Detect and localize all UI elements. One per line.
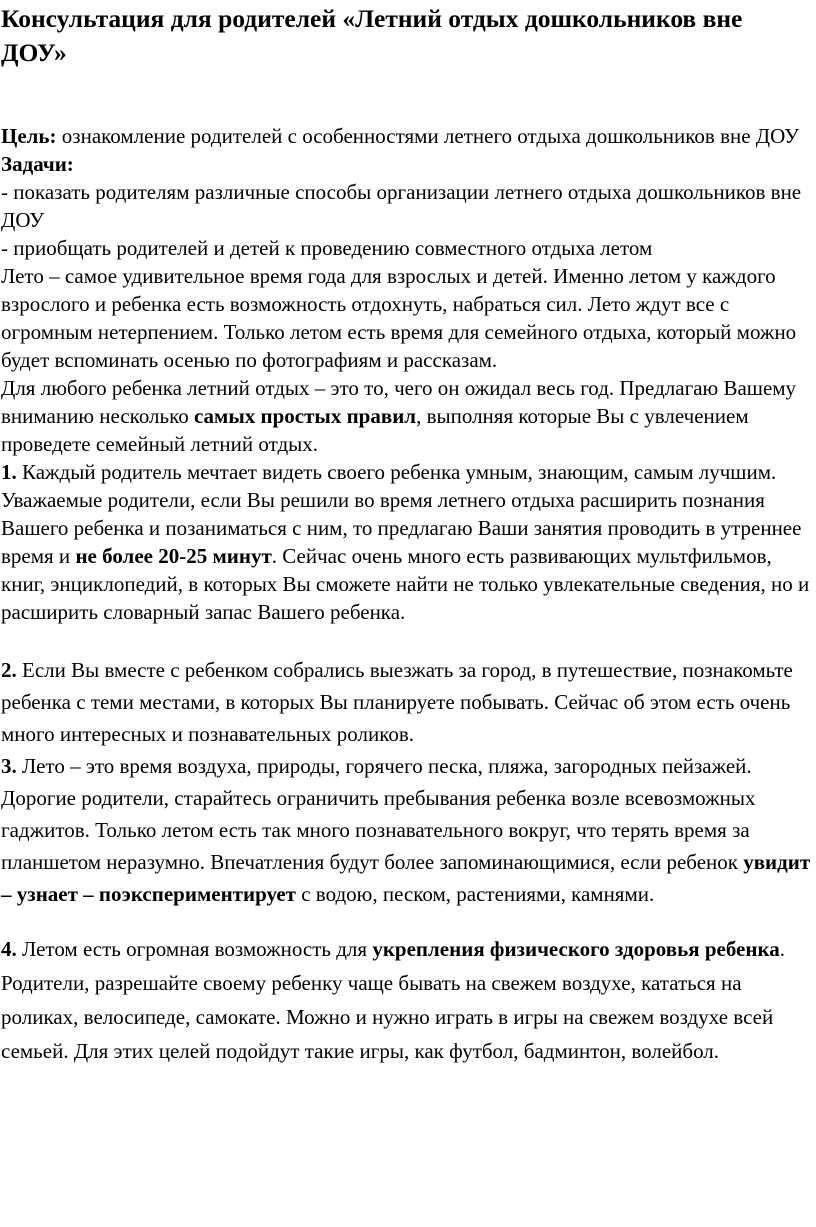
rule-1-bold: не более 20-25 минут [75,544,272,568]
rule-2-number: 2. [1,658,17,682]
document-title: Консультация для родителей «Летний отдых дошкольников вне ДОУ» [1,4,743,67]
rule-3-start: Лето – это время воздуха, природы, горячего песка, пляжа, загородных пейзажей. Дорогие родители, старайтесь ограничить пребывания ребенка возле всевозможных гаджитов. Только летом есть так много познавательного вокруг, что терять время за планшетом неразумно. Впечатления будут более запоминающимися, если ребенок [1,754,756,874]
rule-4-bold: укрепления физического здоровья ребенка [372,937,780,961]
tasks-label: Задачи: [1,152,74,176]
goal-text: ознакомление родителей с особенностями летнего отдыха дошкольников вне ДОУ [56,124,799,148]
rule-1-number: 1. [1,460,17,484]
rule-4-section [1,932,813,1068]
goal-paragraph [1,122,813,150]
rule-1-end: . Сейчас очень много есть развивающих мультфильмов, книг, энциклопедий, в которых Вы сможете найти не только увлекательные сведения, но и расширить словарный запас Вашего ребенка. [1,544,810,624]
rule-3-paragraph [1,750,813,910]
task-item-1: - показать родителям различные способы организации летнего отдыха дошкольников вне ДОУ [1,180,802,232]
rule-3-end: с водою, песком, растениями, камнями. [295,882,655,906]
intro-paragraph-1: Лето – самое удивительное время года для взрослых и детей. Именно летом у каждого взрослого и ребенка есть возможность отдохнуть, набраться сил. Лето ждут все с огромным нетерпением. Только летом есть время для семейного отдыха, который можно будет вспоминать осенью по фотографиям и рассказам. [1,264,797,372]
rule-2-paragraph [1,654,813,750]
rules-2-3-section [1,654,813,910]
rule-3-number: 3. [1,754,17,778]
rule-1-paragraph [1,458,813,626]
intro-2-start: Для любого ребенка летний отдых – это то, чего он ожидал весь год. Предлагаю Вашему вниманию несколько [1,376,797,428]
intro-2-bold: самых простых правил [193,404,417,428]
intro-2-end: , выполняя которые Вы с увлечением проведете семейный летний отдых. [1,404,749,456]
tasks-heading [1,150,813,178]
rule-1-start: Каждый родитель мечтает видеть своего ребенка умным, знающим, самым лучшим. Уважаемые родители, если Вы решили во время летнего отдыха расширить познания Вашего ребенка и позаниматься с ним, то предлагаю Ваши занятия проводить в утреннее время и [1,460,802,568]
task-item-2: - приобщать родителей и детей к проведению совместного отдыха летом [1,236,653,260]
rule-2-text: Если Вы вместе с ребенком собрались выезжать за город, в путешествие, познакомьте ребенка с теми местами, в которых Вы планируете побывать. Сейчас об этом есть очень много интересных и познавательных роликов. [1,658,793,746]
rule-4-paragraph [1,932,813,1068]
rule-3-bold: увидит – узнает – поэкспериментирует [1,850,811,906]
document-body [1,122,813,1068]
rule-4-number: 4. [1,937,17,961]
rule-4-start: Летом есть огромная возможность для [16,937,373,961]
goal-label: Цель: [1,124,57,148]
rule-4-end: . Родители, разрешайте своему ребенку чаще бывать на свежем воздухе, кататься на роликах, велосипеде, самокате. Можно и нужно играть в игры на свежем воздухе всей семьей. Для этих целей подойдут такие игры, как футбол, бадминтон, волейбол. [1,937,785,1063]
intro-paragraph-2 [1,374,813,458]
